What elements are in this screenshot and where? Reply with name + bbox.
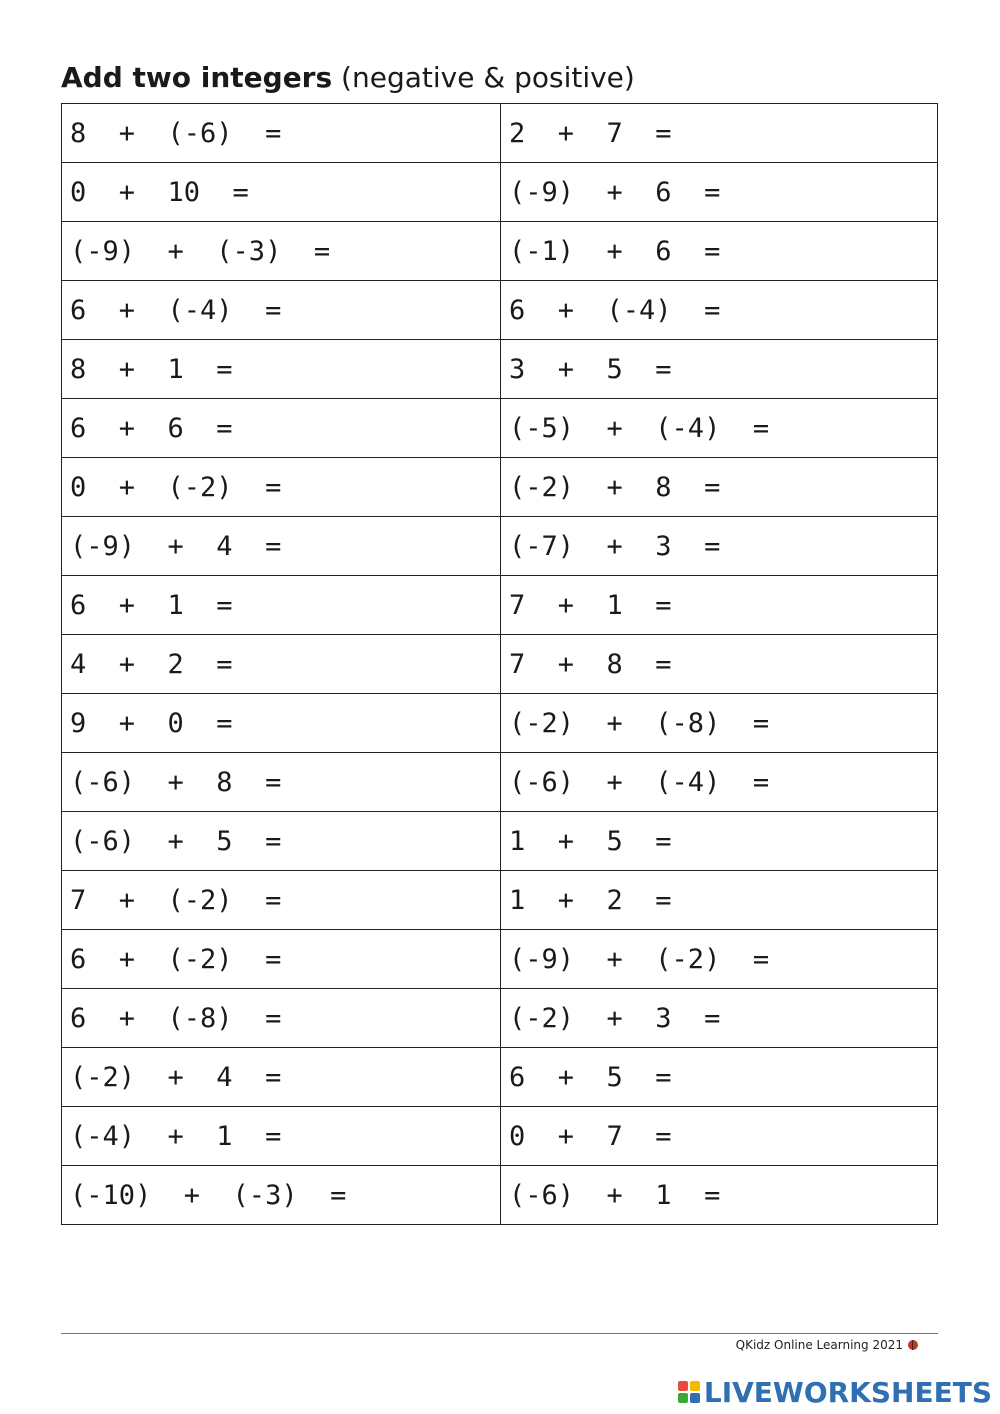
problem-cell-left[interactable]: 6 + (-4) = (62, 281, 501, 340)
credit-text: QKidz Online Learning 2021 (735, 1338, 903, 1352)
problem-cell-right[interactable]: 0 + 7 = (501, 1107, 938, 1166)
problem-cell-right[interactable]: (-2) + 8 = (501, 458, 938, 517)
problem-cell-left[interactable]: (-6) + 5 = (62, 812, 501, 871)
problem-cell-right[interactable]: (-2) + 3 = (501, 989, 938, 1048)
problem-cell-left[interactable]: 7 + (-2) = (62, 871, 501, 930)
logo-square-2 (690, 1381, 700, 1391)
problem-cell-left[interactable]: 0 + 10 = (62, 163, 501, 222)
problem-row (62, 930, 938, 989)
problem-cell-left[interactable]: 6 + 1 = (62, 576, 501, 635)
problem-cell-left[interactable]: 6 + (-8) = (62, 989, 501, 1048)
problem-cell-right[interactable]: (-9) + (-2) = (501, 930, 938, 989)
problem-cell-right[interactable]: (-6) + (-4) = (501, 753, 938, 812)
problem-cell-right[interactable]: 2 + 7 = (501, 104, 938, 163)
problem-cell-left[interactable]: (-2) + 4 = (62, 1048, 501, 1107)
problem-cell-right[interactable]: (-7) + 3 = (501, 517, 938, 576)
problem-table (61, 103, 938, 1225)
problem-cell-left[interactable]: (-10) + (-3) = (62, 1166, 501, 1225)
brand-text: LIVEWORKSHEETS (703, 1375, 992, 1409)
problem-row (62, 753, 938, 812)
liveworksheets-brand[interactable] (678, 1374, 992, 1410)
problem-cell-right[interactable]: 3 + 5 = (501, 340, 938, 399)
problem-row (62, 576, 938, 635)
problem-cell-left[interactable]: 8 + (-6) = (62, 104, 501, 163)
problem-row (62, 1048, 938, 1107)
problem-cell-right[interactable]: 7 + 8 = (501, 635, 938, 694)
problem-cell-left[interactable]: (-9) + (-3) = (62, 222, 501, 281)
logo-square-1 (678, 1381, 688, 1391)
problem-cell-left[interactable]: (-9) + 4 = (62, 517, 501, 576)
problem-row (62, 812, 938, 871)
ladybug-icon (908, 1340, 918, 1350)
problem-cell-right[interactable]: (-1) + 6 = (501, 222, 938, 281)
problem-cell-left[interactable]: 6 + 6 = (62, 399, 501, 458)
problem-row (62, 871, 938, 930)
problem-cell-left[interactable]: 4 + 2 = (62, 635, 501, 694)
problem-cell-right[interactable]: 1 + 2 = (501, 871, 938, 930)
problem-cell-left[interactable]: 6 + (-2) = (62, 930, 501, 989)
problem-row (62, 104, 938, 163)
problem-cell-right[interactable]: (-5) + (-4) = (501, 399, 938, 458)
footer-divider (61, 1333, 938, 1334)
problem-cell-left[interactable]: 9 + 0 = (62, 694, 501, 753)
problem-row (62, 694, 938, 753)
problem-cell-right[interactable]: 6 + (-4) = (501, 281, 938, 340)
logo-square-3 (678, 1393, 688, 1403)
problem-row (62, 340, 938, 399)
problem-cell-right[interactable]: 1 + 5 = (501, 812, 938, 871)
problem-cell-right[interactable]: 7 + 1 = (501, 576, 938, 635)
problem-row (62, 222, 938, 281)
problem-row (62, 458, 938, 517)
problem-row (62, 399, 938, 458)
footer-credit (736, 1337, 918, 1353)
logo-square-4 (690, 1393, 700, 1403)
problem-row (62, 281, 938, 340)
liveworksheets-logo-icon (678, 1381, 700, 1403)
problem-cell-right[interactable]: (-2) + (-8) = (501, 694, 938, 753)
problem-row (62, 1166, 938, 1225)
problem-cell-left[interactable]: 0 + (-2) = (62, 458, 501, 517)
title-main: Add two integers (61, 61, 333, 94)
problem-row (62, 1107, 938, 1166)
problem-cell-right[interactable]: (-6) + 1 = (501, 1166, 938, 1225)
problem-row (62, 635, 938, 694)
problem-cell-left[interactable]: (-6) + 8 = (62, 753, 501, 812)
title-subtitle: (negative & positive) (332, 61, 635, 94)
problem-row (62, 989, 938, 1048)
problem-cell-left[interactable]: 8 + 1 = (62, 340, 501, 399)
problem-row (62, 163, 938, 222)
problem-cell-right[interactable]: 6 + 5 = (501, 1048, 938, 1107)
problem-cell-left[interactable]: (-4) + 1 = (62, 1107, 501, 1166)
problem-cell-right[interactable]: (-9) + 6 = (501, 163, 938, 222)
worksheet-title (61, 58, 635, 98)
problem-row (62, 517, 938, 576)
